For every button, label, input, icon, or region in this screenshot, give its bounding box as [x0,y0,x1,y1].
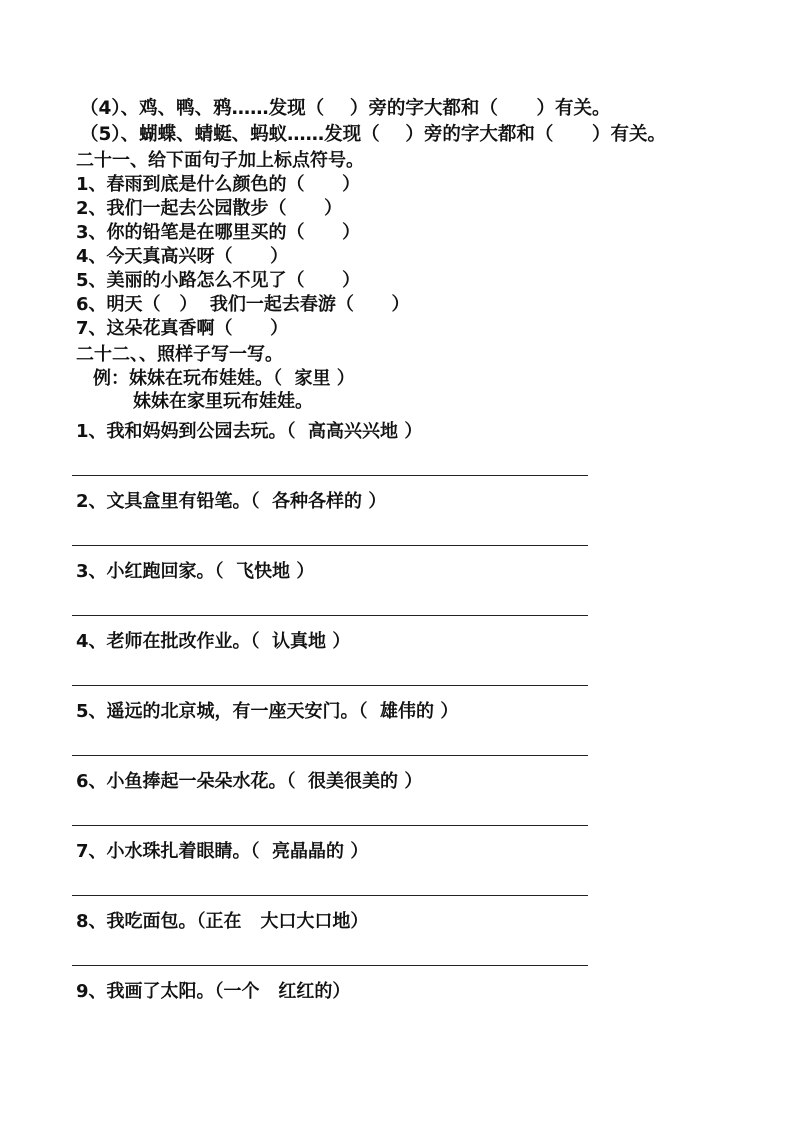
punctuation-item-3: 3、你的铅笔是在哪里买的（ ） [76,222,361,243]
rewrite-item-2: 2、文具盒里有铅笔。（ 各种各样的 ） [76,491,387,512]
rewrite-item-7: 7、小水珠扎着眼睛。（ 亮晶晶的 ） [76,841,369,862]
punctuation-item-2: 2、我们一起去公园散步（ ） [76,198,343,219]
answer-line-8[interactable] [72,965,588,966]
rewrite-item-1: 1、我和妈妈到公园去玩。（ 高高兴兴地 ） [76,421,423,442]
question-5: （5）、蝴蝶、蜻蜓、蚂蚁……发现（ ）旁的字大都和（ ）有关。 [80,124,667,145]
punctuation-item-4: 4、今天真高兴呀（ ） [76,246,289,267]
answer-line-5[interactable] [72,755,588,756]
section-21-title: 二十一、给下面句子加上标点符号。 [76,150,364,171]
punctuation-item-7: 7、这朵花真香啊（ ） [76,318,289,339]
question-4: （4）、鸡、鸭、鸦……发现（ ）旁的字大都和（ ）有关。 [80,98,611,119]
answer-line-2[interactable] [72,545,588,546]
rewrite-item-8: 8、我吃面包。（正在 大口大口地） [76,911,369,932]
rewrite-item-5: 5、遥远的北京城，有一座天安门。（ 雄伟的 ） [76,701,459,722]
example-line-2: 妹妹在家里玩布娃娃。 [133,391,313,412]
answer-line-1[interactable] [72,475,588,476]
rewrite-item-4: 4、老师在批改作业。（ 认真地 ） [76,631,351,652]
punctuation-item-5: 5、美丽的小路怎么不见了（ ） [76,270,361,291]
punctuation-item-1: 1、春雨到底是什么颜色的（ ） [76,174,361,195]
rewrite-item-3: 3、小红跑回家。（ 飞快地 ） [76,561,315,582]
example-line-1: 例：妹妹在玩布娃娃。（ 家里 ） [93,368,355,389]
section-22-title: 二十二、、照样子写一写。 [76,344,283,365]
rewrite-item-9: 9、我画了太阳。（一个 红红的） [76,981,351,1002]
answer-line-4[interactable] [72,685,588,686]
answer-line-7[interactable] [72,895,588,896]
rewrite-item-6: 6、小鱼捧起一朵朵水花。（ 很美很美的 ） [76,771,423,792]
answer-line-6[interactable] [72,825,588,826]
punctuation-item-6: 6、明天（ ） 我们一起去春游（ ） [76,294,410,315]
answer-line-3[interactable] [72,615,588,616]
